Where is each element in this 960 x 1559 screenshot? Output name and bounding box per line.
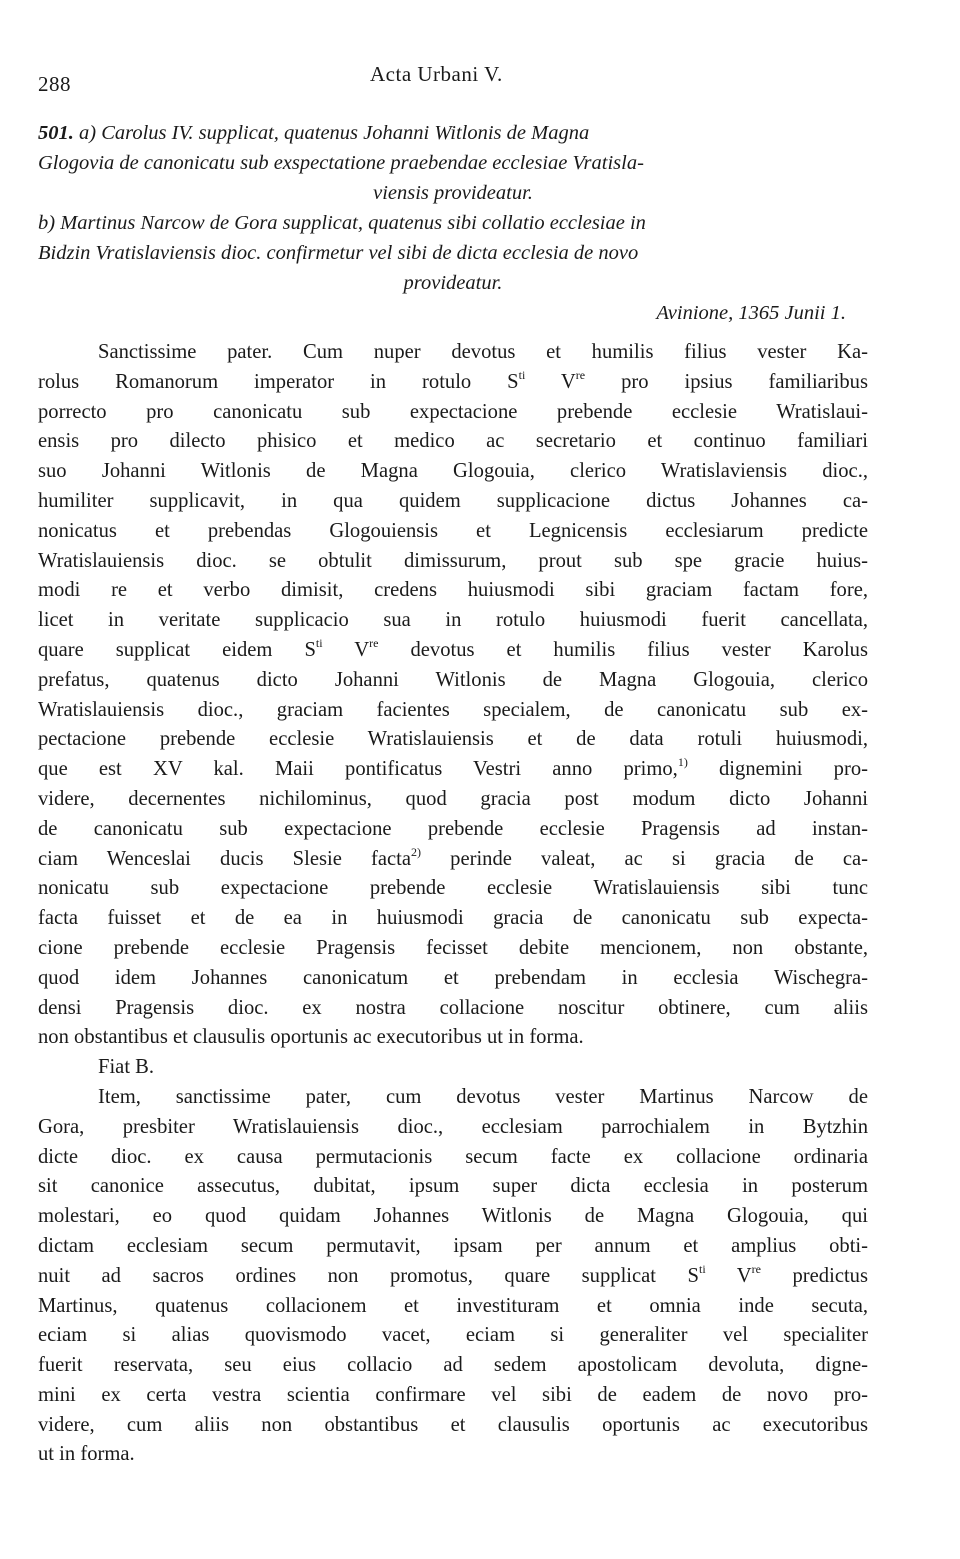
text-line: que est XV kal. Maii pontificatus Vestri anno primo,$^{1)}$ dignemini pro- [38, 755, 868, 781]
summary-a-line: viensis provideatur. [373, 182, 533, 204]
text-line: dictam ecclesiam secum permutavit, ipsam per annum et amplius obti- [38, 1234, 868, 1257]
text-line: porrecto pro canonicatu sub expectacione prebende ecclesie Wratislaui- [38, 400, 868, 423]
paragraph-1 [38, 338, 868, 1053]
entry-header [38, 118, 868, 328]
text-line: dicte dioc. ex causa permutacionis secum facte ex collacione ordinaria [38, 1145, 868, 1168]
entry-number: 501. [38, 122, 74, 144]
text-line: sit canonice assecutus, dubitat, ipsum super dicta ecclesia in posterum [38, 1175, 868, 1198]
text-line: fuerit reservata, seu eius collacio ad sedem apostolicam devoluta, digne- [38, 1354, 868, 1377]
text-line: ciam Wenceslai ducis Slesie facta$^{2)}$ perinde valeat, ac si gracia de ca- [38, 844, 868, 870]
text-line: ensis pro dilecto phisico et medico ac secretario et continuo familiari [38, 430, 868, 453]
text-line: nonicatu sub expectacione prebende ecclesie Wratislauiensis sibi tunc [38, 877, 868, 900]
text-line: nonicatus et prebendas Glogouiensis et Legnicensis ecclesiarum predicte [38, 519, 868, 542]
text-line: de canonicatu sub expectacione prebende ecclesie Pragensis ad instan- [38, 817, 868, 840]
summary-a-line: Glogovia de canonicatu sub exspectatione praebendae ecclesiae Vratisla- [38, 152, 644, 174]
page-number: 288 [38, 72, 71, 96]
entry-date: Avinione, 1365 Junii 1. [656, 302, 846, 324]
text-line: pectacione prebende ecclesie Wratislauiensis et de data rotuli huiusmodi, [38, 728, 868, 751]
summary-b-line: b) Martinus Narcow de Gora supplicat, quatenus sibi collatio ecclesiae in [38, 212, 646, 234]
text-line: prefatus, quatenus dicto Johanni Witlonis de Magna Glogouia, clerico [38, 668, 868, 691]
text-line: cione prebende ecclesie Pragensis fecisset debite mencionem, non obstante, [38, 936, 868, 959]
text-line: Gora, presbiter Wratislauiensis dioc., ecclesiam parrochialem in Bytzhin [38, 1115, 868, 1138]
text-line: nuit ad sacros ordines non promotus, quare supplicat $S^{ti}$ Vre predictus [38, 1261, 868, 1287]
text-line: Wratislauiensis dioc. se obtulit dimissurum, prout sub spe gracie huius- [38, 549, 868, 572]
text-line: Sanctissime pater. Cum nuper devotus et humilis filius vester Ka- [98, 341, 868, 363]
text-line: Martinus, quatenus collacionem et investituram et omnia inde secuta, [38, 1294, 868, 1317]
summary-b-line: provideatur. [403, 272, 503, 294]
text-line: Wratislauiensis dioc., graciam facientes specialem, de canonicatu sub ex- [38, 698, 868, 721]
text-line: quare supplicat eidem $S^{ti}$ Vre devotus et humilis filius vester Karolus [38, 635, 868, 661]
text-line: videre, cum aliis non obstantibus et clausulis oportunis ac executoribus [38, 1413, 868, 1436]
running-title: Acta Urbani V. [370, 62, 503, 86]
fiat-line: Fiat B. [98, 1056, 155, 1079]
text-line: non obstantibus et clausulis oportunis ac executoribus ut in forma. [38, 1026, 584, 1049]
text-line: humiliter supplicavit, in qua quidem supplicacione dictus Johannes ca- [38, 489, 868, 512]
text-line: mini ex certa vestra scientia confirmare vel sibi de eadem de novo pro- [38, 1383, 868, 1406]
text-line: densi Pragensis dioc. ex nostra collacione noscitur obtinere, cum aliis [38, 996, 868, 1019]
summary-a-line: a) Carolus IV. supplicat, quatenus Johanni Witlonis de Magna [79, 122, 590, 144]
text-line: facta fuisset et de ea in huiusmodi gracia de canonicatu sub expecta- [38, 907, 868, 930]
text-line: licet in veritate supplicacio sua in rotulo huiusmodi fuerit cancellata, [38, 609, 868, 632]
paragraph-2 [38, 1083, 868, 1470]
text-line: videre, decernentes nichilominus, quod gracia post modum dicto Johanni [38, 787, 868, 810]
summary-b-line: Bidzin Vratislaviensis dioc. confirmetur vel sibi de dicta ecclesia de novo [38, 242, 639, 264]
text-line: rolus Romanorum imperator in rotulo $S^{ti}$ Vre pro ipsius familiaribus [38, 367, 868, 393]
text-line: ut in forma. [38, 1443, 135, 1466]
text-line: modi re et verbo dimisit, credens huiusmodi sibi graciam factam fore, [38, 579, 868, 602]
text-line: suo Johanni Witlonis de Magna Glogouia, clerico Wratislaviensis dioc., [38, 460, 868, 483]
text-line: eciam si alias quovismodo vacet, eciam si generaliter vel specialiter [38, 1324, 868, 1347]
document-body [38, 338, 868, 1470]
text-line: quod idem Johannes canonicatum et prebendam in ecclesia Wischegra- [38, 966, 868, 989]
text-line: Item, sanctissime pater, cum devotus vester Martinus Narcow de [98, 1085, 868, 1108]
text-line: molestari, eo quod quidam Johannes Witlonis de Magna Glogouia, qui [38, 1205, 868, 1228]
